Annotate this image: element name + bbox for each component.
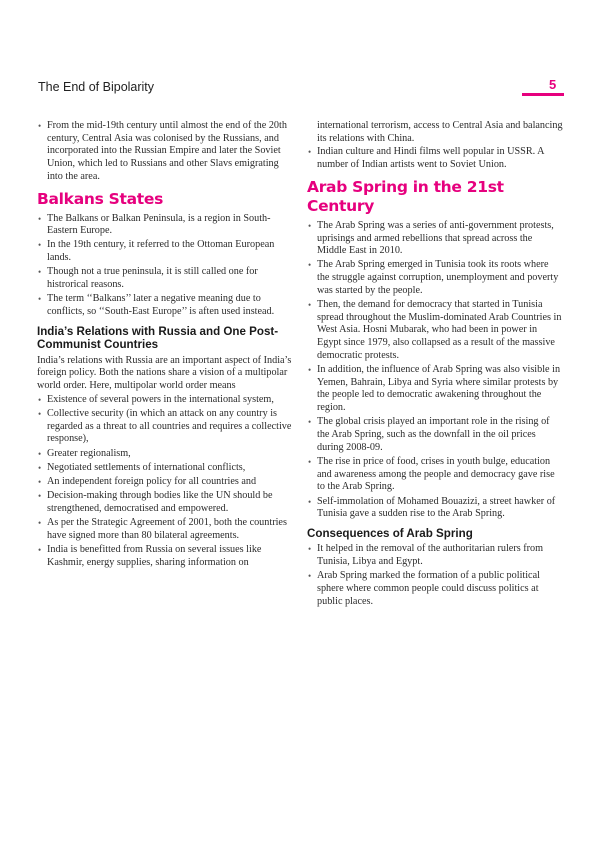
bullet-text: As per the Strategic Agreement of 2001, both the countries have signed more than 80 bilateral agreements. bbox=[47, 517, 287, 541]
bullet-text: In the 19th century, it referred to the Ottoman European lands. bbox=[47, 239, 275, 264]
india-russia-paragraph: India’s relations with Russia are an important aspect of India’s foreign policy. Both the nations share a vision of a multipolar world order. Here, multipolar world order means bbox=[37, 354, 292, 392]
bullet-icon: • bbox=[308, 456, 312, 467]
bullet-text: Arab Spring marked the formation of a public political sphere where common people could discuss politics at public places. bbox=[317, 570, 540, 607]
header-accent-rule bbox=[522, 93, 564, 96]
india-russia-heading: India’s Relations with Russia and One Post-Communist Countries bbox=[37, 324, 279, 352]
bullet-icon: • bbox=[38, 240, 42, 251]
bullet-item bbox=[307, 570, 563, 608]
bullet-item bbox=[37, 213, 293, 238]
bullet-icon: • bbox=[38, 518, 42, 529]
bullet-item bbox=[37, 394, 293, 407]
bullet-icon: • bbox=[308, 365, 312, 376]
right-column bbox=[307, 120, 563, 610]
intro-bullet-list bbox=[37, 120, 293, 184]
bullet-icon: • bbox=[308, 571, 312, 582]
bullet-text: The global crisis played an important role in the rising of the Arab Spring, such as the downfall in the oil prices during 2008-09. bbox=[317, 416, 550, 453]
bullet-icon: • bbox=[308, 147, 312, 158]
bullet-item bbox=[37, 293, 293, 318]
bullet-text: An independent foreign policy for all countries and bbox=[47, 475, 257, 487]
bullet-text: It helped in the removal of the authoritarian rulers from Tunisia, Libya and Egypt. bbox=[317, 543, 544, 568]
bullet-text: Greater regionalism, bbox=[47, 447, 131, 459]
balkans-heading: Balkans States bbox=[37, 189, 163, 208]
bullet-text: Though not a true peninsula, it is still called one for histrorical reasons. bbox=[47, 266, 258, 291]
bullet-icon: • bbox=[38, 491, 42, 502]
bullet-item bbox=[307, 456, 563, 494]
bullet-item bbox=[307, 146, 563, 171]
bullet-icon: • bbox=[308, 260, 312, 271]
arab-spring-bullet-list bbox=[307, 220, 563, 521]
bullet-item bbox=[37, 490, 293, 515]
bullet-icon: • bbox=[308, 544, 312, 555]
bullet-item bbox=[37, 517, 293, 542]
running-title: The End of Bipolarity bbox=[38, 80, 155, 94]
bullet-text: The Arab Spring emerged in Tunisia took its roots where the struggle against corruption, unemployment and poverty was started by the people. bbox=[317, 259, 559, 296]
bullet-icon: • bbox=[308, 496, 312, 507]
bullet-item bbox=[37, 476, 293, 489]
india-russia-bullet-list bbox=[37, 394, 293, 570]
bullet-text: Then, the demand for democracy that started in Tunisia spread throughout the Muslim-dominated Arab Countries in West Asia. Hosni Mubarak, who had been in power in Egypt since 1979, also collapsed as a result of the massive democratic protests. bbox=[317, 299, 562, 361]
bullet-item bbox=[307, 496, 563, 521]
bullet-item bbox=[37, 448, 293, 461]
culture-bullet-list bbox=[307, 146, 563, 171]
bullet-text: The term ‘‘Balkans’’ later a negative meaning due to conflicts, so ‘‘South-East Europe’’ is aften used instead. bbox=[47, 293, 275, 317]
balkans-bullet-list bbox=[37, 213, 293, 319]
bullet-item bbox=[307, 364, 563, 415]
bullet-text: Negotiated settlements of international conflicts, bbox=[47, 461, 246, 473]
bullet-item bbox=[307, 299, 563, 363]
bullet-icon: • bbox=[38, 394, 42, 405]
bullet-text: India is benefitted from Russia on several issues like Kashmir, energy supplies, sharing information on bbox=[47, 543, 262, 568]
bullet-icon: • bbox=[38, 448, 42, 459]
bullet-item bbox=[307, 416, 563, 454]
bullet-item bbox=[37, 239, 293, 264]
bullet-icon: • bbox=[308, 300, 312, 311]
bullet-text: From the mid-19th century until almost the end of the 20th century, Central Asia was colonised by the Russians, and incorporated into the Russian Empire and later the Soviet Union, which led to Russians and other Slavs emigrating into the area. bbox=[47, 120, 287, 182]
continued-paragraph: international terrorism, access to Central Asia and balancing its relations with China. bbox=[317, 120, 563, 144]
bullet-icon: • bbox=[38, 213, 42, 224]
bullet-icon: • bbox=[38, 462, 42, 473]
bullet-item bbox=[37, 408, 293, 446]
arab-spring-heading: Arab Spring in the 21st Century bbox=[307, 177, 504, 215]
bullet-icon: • bbox=[308, 417, 312, 428]
bullet-text: Decision-making through bodies like the UN should be strengthened, democratised and empowered. bbox=[47, 490, 273, 514]
bullet-text: Indian culture and Hindi films well popular in USSR. A number of Indian artists went to Soviet Union. bbox=[317, 146, 544, 171]
bullet-text: The Balkans or Balkan Peninsula, is a region in South-Eastern Europe. bbox=[47, 212, 271, 237]
bullet-item bbox=[307, 543, 563, 568]
bullet-text: In addition, the influence of Arab Spring was also visible in Yemen, Bahrain, Libya and Syria where similar protests by the people led to democratic awakening throughout the region. bbox=[317, 364, 561, 414]
bullet-item bbox=[37, 266, 293, 291]
page-number: 5 bbox=[549, 77, 557, 92]
bullet-item bbox=[37, 120, 293, 184]
consequences-bullet-list bbox=[307, 543, 563, 608]
bullet-icon: • bbox=[38, 267, 42, 278]
bullet-text: The rise in price of food, crises in youth bulge, education and awareness among the people and democracy gave rise to the Arab Spring. bbox=[317, 455, 555, 493]
bullet-text: Existence of several powers in the international system, bbox=[47, 393, 274, 405]
bullet-icon: • bbox=[38, 294, 42, 305]
bullet-icon: • bbox=[38, 476, 42, 487]
left-column bbox=[37, 120, 293, 571]
bullet-item bbox=[37, 462, 293, 475]
bullet-icon: • bbox=[308, 220, 312, 231]
bullet-text: Self-immolation of Mohamed Bouazizi, a street hawker of Tunisia gave a sudden rise to the Arab Spring. bbox=[317, 495, 556, 520]
bullet-icon: • bbox=[38, 121, 42, 131]
bullet-icon: • bbox=[38, 544, 42, 555]
bullet-item bbox=[307, 220, 563, 258]
bullet-item bbox=[307, 259, 563, 297]
bullet-text: The Arab Spring was a series of anti-government protests, uprisings and armed rebellions that spread across the Middle East in 2010. bbox=[317, 219, 554, 257]
bullet-item bbox=[37, 544, 293, 569]
bullet-icon: • bbox=[38, 408, 42, 419]
consequences-heading: Consequences of Arab Spring bbox=[307, 526, 473, 540]
bullet-text: Collective security (in which an attack on any country is regarded as a threat to all countries and requires a collective response), bbox=[47, 407, 292, 445]
